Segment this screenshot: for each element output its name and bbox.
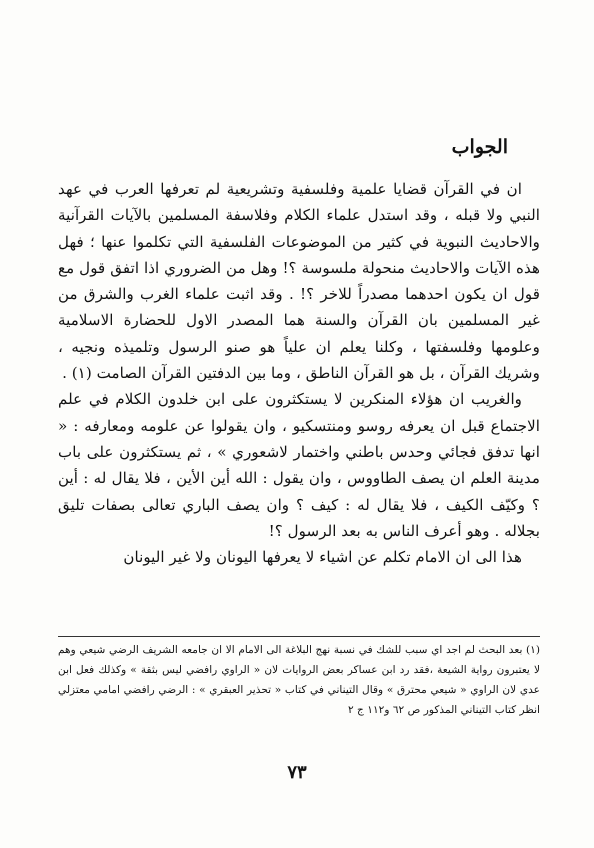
section-heading: الجواب	[451, 136, 508, 158]
footnote: (١) بعد البحث لم اجد اي سبب للشك في نسبة نهج البلاغة الى الامام الا ان جامعه الشريف الرضي شيعي وهم لا يعتبرون رواية الشيعة ،فقد رد ابن عساكر بعض الروايات لان « الراوي رافضي ليس بثقة » وكذلك فعل ابن عدي لان الراوي « شيعي محترق » وقال التيناني في كتاب « تحذير العبقري » : الرضي رافضي امامي معتزلي انظر كتاب التيناني المذكور ص ٦٢ و١١٢ ج ٢	[58, 644, 540, 716]
page-number: ٧٣	[287, 762, 307, 783]
paragraph: والغريب ان هؤلاء المنكرين لا يستكثرون على ابن خلدون الكلام في علم الاجتماع قبل ان يعرفه روسو ومنتسكيو ، وان يقولوا عن علومه ومعارفه : « انها تدفق فجائي وحدس باطني واختمار لاشعوري » ، ثم يستكثرون على باب مدينة العلم ان يصف الطاووس ، وان يقول : الله أين الأين ، فلا يقال له : أين ؟ وكيّف الكيف ، فلا يقال له : كيف ؟ وان يصف الباري تعالى بصفات تليق بجلاله . وهو أعرف الناس به بعد الرسول ؟!	[58, 390, 540, 540]
footnotes	[58, 640, 540, 720]
footnote-divider	[58, 636, 540, 637]
main-text	[58, 176, 540, 570]
paragraph: ان في القرآن قضايا علمية وفلسفية وتشريعية لم تعرفها العرب في عهد النبي ولا قبله ، وقد استدل علماء الكلام وفلاسفة المسلمين بالآيات القرآنية والاحاديث النبوية في كثير من الموضوعات الفلسفية التي تكلموا عنها ؛ فهل هذه الآيات والاحاديث منحولة ملسوسة ؟! وهل من الضروري اذا اتفق قول مع قول ان يكون احدهما مصدراً للاخر ؟! . وقد اثبت علماء الغرب والشرق من غير المسلمين بان القرآن والسنة هما المصدر الاول للحضارة الاسلامية وعلومها وفلسفتها ، وكلنا يعلم ان علياً هو صنو الرسول وتلميذه ونجيه ، وشريك القرآن ، بل هو القرآن الناطق ، وما بين الدفتين القرآن الصامت (١) .	[58, 180, 540, 383]
paragraph: هذا الى ان الامام تكلم عن اشياء لا يعرفها اليونان ولا غير اليونان	[123, 548, 522, 567]
